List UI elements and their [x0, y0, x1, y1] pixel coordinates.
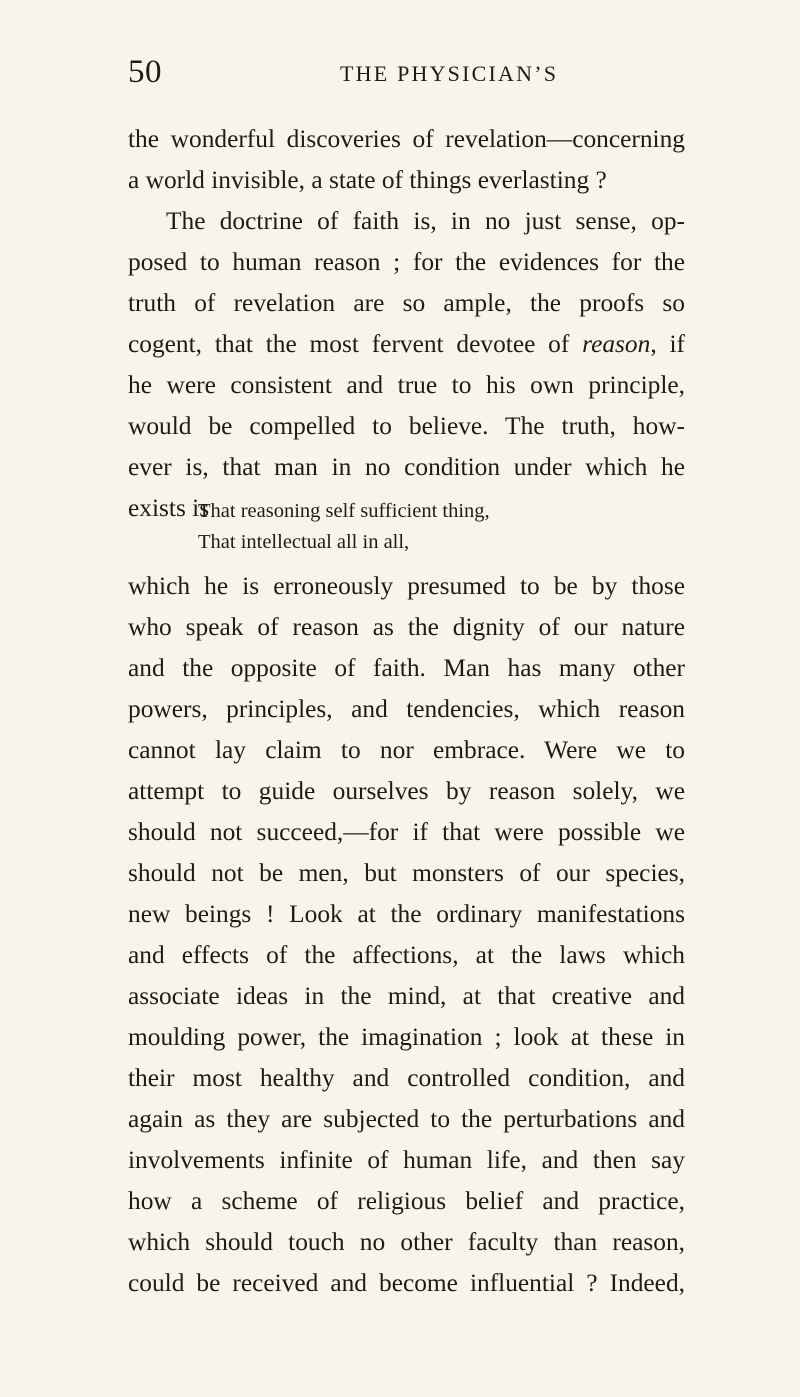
- text-line: cannot lay claim to nor embrace. Were we to: [128, 736, 685, 764]
- text-line: posed to human reason ; for the evidences for the: [128, 248, 685, 276]
- text-line: truth of revelation are so ample, the proofs so: [128, 289, 685, 317]
- text-line: could be received and become influential ? Indeed,: [128, 1269, 685, 1297]
- text-line: new beings ! Look at the ordinary manifestations: [128, 900, 685, 928]
- text-line-with-italic: [128, 324, 685, 365]
- running-head: [128, 52, 685, 92]
- text-line: again as they are subjected to the perturbations and: [128, 1105, 685, 1133]
- text-line: he were consistent and true to his own principle,: [128, 371, 685, 399]
- text-line: and effects of the affections, at the laws which: [128, 941, 685, 969]
- text-line: the wonderful discoveries of revelation—concerning: [128, 125, 685, 153]
- text-line: exists is: [128, 494, 210, 522]
- paragraph-continued: [128, 119, 685, 201]
- text-line: would be compelled to believe. The truth, how-: [128, 412, 685, 440]
- text-line: who speak of reason as the dignity of our nature: [128, 613, 685, 641]
- text-line: The doctrine of faith is, in no just sense, op-: [166, 207, 685, 235]
- verse-line: That intellectual all in all,: [198, 531, 410, 553]
- page-number: 50: [128, 54, 162, 90]
- text-line: associate ideas in the mind, at that creative and: [128, 982, 685, 1010]
- text-line: moulding power, the imagination ; look at these in: [128, 1023, 685, 1051]
- text-segment: , if: [650, 330, 685, 358]
- text-line: should not succeed,—for if that were possible we: [128, 818, 685, 846]
- text-line: their most healthy and controlled condition, and: [128, 1064, 685, 1092]
- text-line: attempt to guide ourselves by reason solely, we: [128, 777, 685, 805]
- text-line: which he is erroneously presumed to be by those: [128, 572, 685, 600]
- text-line: a world invisible, a state of things everlasting ?: [128, 166, 607, 194]
- paragraph-reason-and-faith: [128, 566, 685, 1304]
- verse-line: That reasoning self sufficient thing,: [198, 500, 490, 522]
- text-line: ever is, that man in no condition under which he: [128, 453, 685, 481]
- running-title: THE PHYSICIAN’S: [340, 61, 559, 86]
- text-line: involvements infinite of human life, and then say: [128, 1146, 685, 1174]
- text-line: powers, principles, and tendencies, which reason: [128, 695, 685, 723]
- paragraph-doctrine-of-faith: [128, 201, 685, 529]
- text-line: and the opposite of faith. Man has many other: [128, 654, 685, 682]
- italic-word: reason: [582, 330, 651, 358]
- text-line: how a scheme of religious belief and practice,: [128, 1187, 685, 1215]
- text-line: should not be men, but monsters of our species,: [128, 859, 685, 887]
- text-line: which should touch no other faculty than reason,: [128, 1228, 685, 1256]
- verse-quotation: [198, 496, 658, 558]
- text-segment: cogent, that the most fervent devotee of: [128, 330, 583, 358]
